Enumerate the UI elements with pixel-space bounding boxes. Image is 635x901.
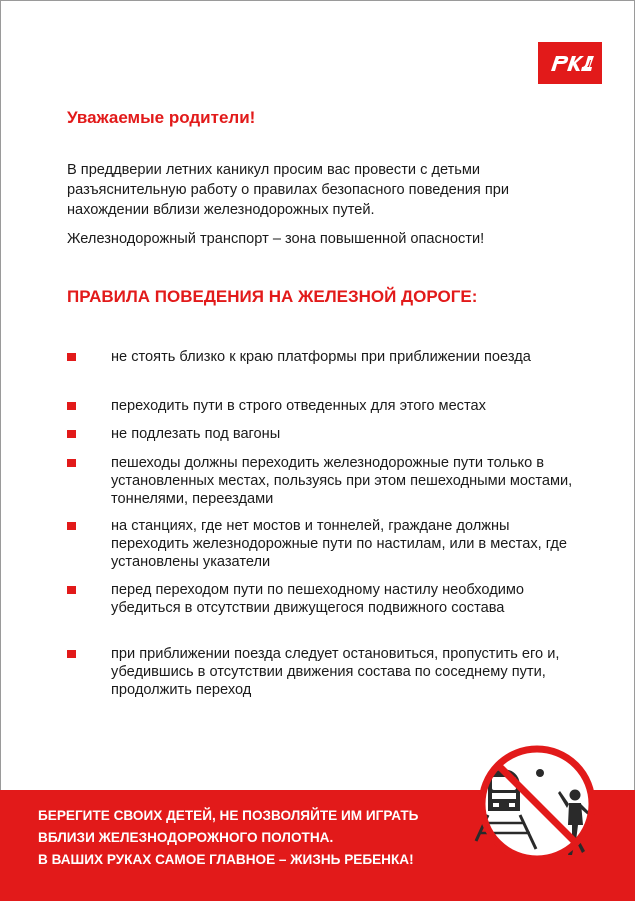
bullet-square-icon bbox=[67, 650, 76, 658]
rzd-logo bbox=[538, 42, 602, 84]
rule-text: на станциях, где нет мостов и тоннелей, граждане должны переходить железнодорожные пути по настилам, или в местах, где установлены указатели bbox=[111, 518, 568, 570]
rule-text: при приближении поезда следует остановиться, пропустить его и, убедившись в отсутствии движения состава по соседнему пути, продолжить переход bbox=[111, 646, 560, 698]
rule-text: перед переходом пути по пешеходному настилу необходимо убедиться в отсутствии движущегося подвижного состава bbox=[111, 582, 525, 616]
bullet-square-icon bbox=[67, 522, 76, 530]
rules-title: ПРАВИЛА ПОВЕДЕНИЯ НА ЖЕЛЕЗНОЙ ДОРОГЕ: bbox=[67, 287, 478, 306]
banner-line: БЕРЕГИТЕ СВОИХ ДЕТЕЙ, НЕ ПОЗВОЛЯЙТЕ ИМ ИГРАТЬ bbox=[38, 808, 419, 823]
bullet-square-icon bbox=[67, 459, 76, 467]
rule-text: не подлезать под вагоны bbox=[111, 426, 281, 442]
bullet-square-icon bbox=[67, 402, 76, 410]
rule-text: переходить пути в строго отведенных для этого местах bbox=[111, 398, 486, 414]
warning-banner-text bbox=[38, 805, 498, 871]
rzd-logo-icon bbox=[545, 51, 595, 75]
bullet-square-icon bbox=[67, 586, 76, 594]
greeting-heading: Уважаемые родители! bbox=[67, 108, 256, 127]
banner-line: В ВАШИХ РУКАХ САМОЕ ГЛАВНОЕ – ЖИЗНЬ РЕБЕНКА! bbox=[38, 852, 414, 867]
rule-text: пешеходы должны переходить железнодорожные пути только в установленных местах, пользуясь при этом пешеходными мостами, тоннелями, переездами bbox=[111, 455, 573, 507]
bullet-square-icon bbox=[67, 353, 76, 361]
intro-paragraph: В преддверии летних каникул просим вас провести с детьми разъяснительную работу о правилах безопасного поведения при нахождении вблизи железнодорожных путей. bbox=[67, 162, 510, 218]
bullet-square-icon bbox=[67, 430, 76, 438]
no-playing-on-tracks-sign-icon bbox=[474, 741, 600, 867]
banner-line: ВБЛИЗИ ЖЕЛЕЗНОДОРОЖНОГО ПОЛОТНА. bbox=[38, 830, 334, 845]
rule-text: не стоять близко к краю платформы при приближении поезда bbox=[111, 349, 531, 365]
ball-icon bbox=[536, 769, 544, 777]
danger-statement: Железнодорожный транспорт – зона повышенной опасности! bbox=[67, 231, 485, 247]
